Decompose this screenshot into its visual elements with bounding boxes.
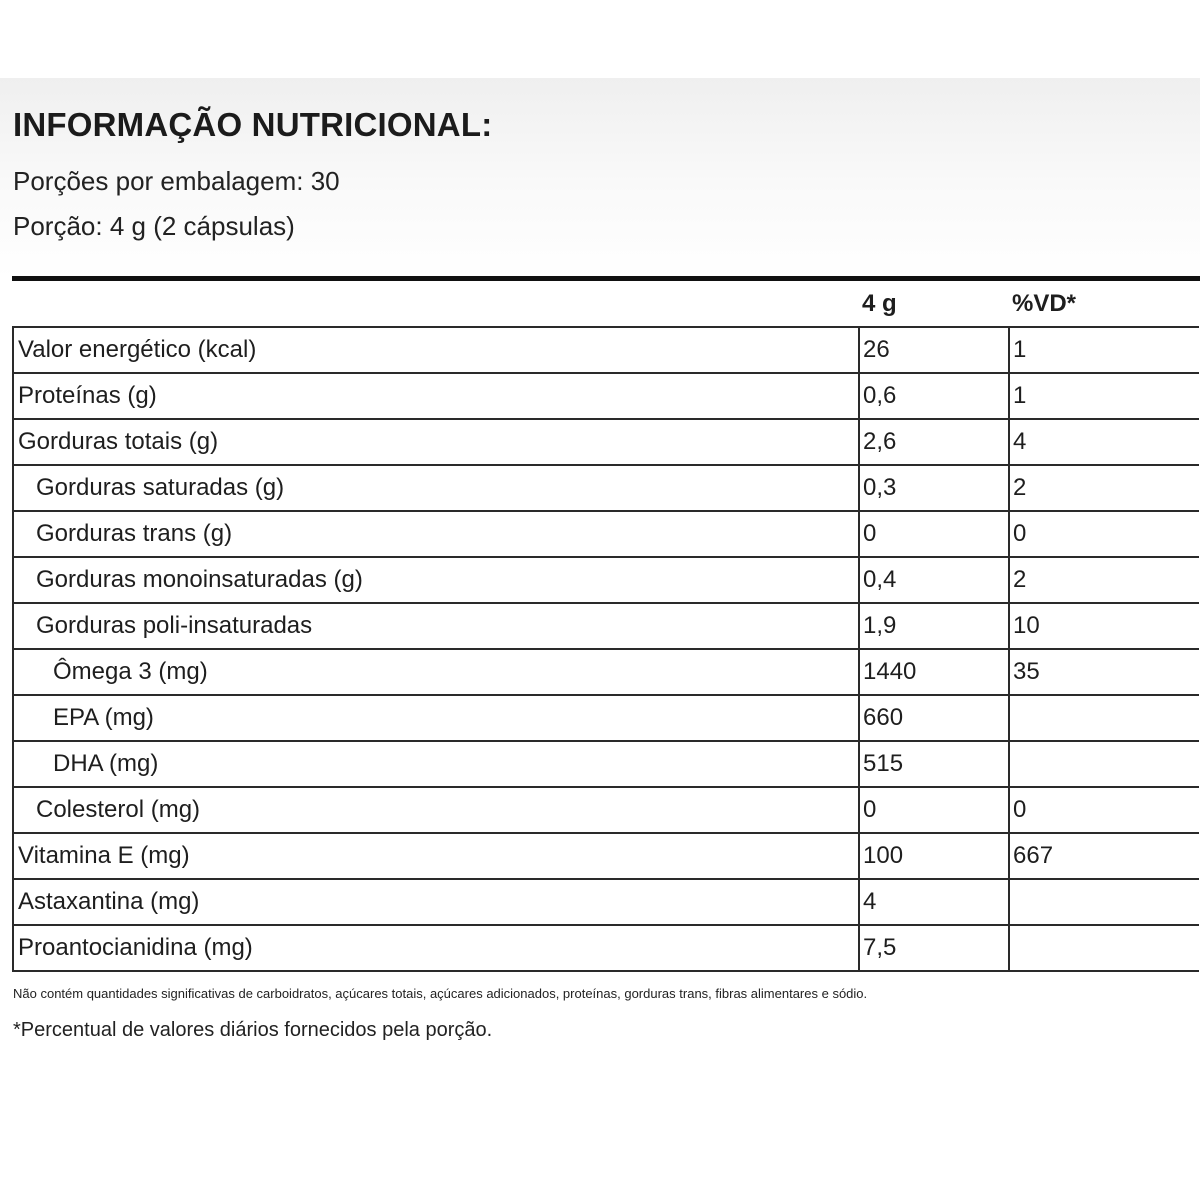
- nutrient-daily-value: [1009, 695, 1199, 741]
- table-row: [13, 879, 1199, 925]
- nutrient-daily-value: 2: [1009, 465, 1199, 511]
- nutrition-table: [12, 281, 1199, 972]
- nutrient-name: Valor energético (kcal): [13, 327, 859, 373]
- nutrient-name: EPA (mg): [13, 695, 859, 741]
- nutrient-quantity: 4: [859, 879, 1009, 925]
- table-row: [13, 649, 1199, 695]
- nutrient-name: Vitamina E (mg): [13, 833, 859, 879]
- table-row: [13, 557, 1199, 603]
- table-body: [13, 327, 1199, 971]
- nutrient-name: Gorduras poli-insaturadas: [13, 603, 859, 649]
- daily-value-note: *Percentual de valores diários fornecidos pela porção.: [13, 1019, 493, 1041]
- nutrient-name: Proteínas (g): [13, 373, 859, 419]
- nutrient-quantity: 2,6: [859, 419, 1009, 465]
- nutrient-name: Proantocianidina (mg): [13, 925, 859, 971]
- nutrient-name: Colesterol (mg): [13, 787, 859, 833]
- nutrient-daily-value: [1009, 879, 1199, 925]
- nutrient-daily-value: 10: [1009, 603, 1199, 649]
- table-row: [13, 603, 1199, 649]
- nutrient-daily-value: 0: [1009, 511, 1199, 557]
- table-row: [13, 419, 1199, 465]
- nutrient-daily-value: 35: [1009, 649, 1199, 695]
- nutrient-quantity: 100: [859, 833, 1009, 879]
- table-row: [13, 511, 1199, 557]
- nutrient-name: Gorduras saturadas (g): [13, 465, 859, 511]
- nutrient-quantity: 0: [859, 787, 1009, 833]
- table-row: [13, 695, 1199, 741]
- nutrient-quantity: 515: [859, 741, 1009, 787]
- nutrient-daily-value: 0: [1009, 787, 1199, 833]
- table-row: [13, 741, 1199, 787]
- nutrient-daily-value: 2: [1009, 557, 1199, 603]
- nutrient-daily-value: 1: [1009, 373, 1199, 419]
- table-row: [13, 327, 1199, 373]
- nutrient-name: Gorduras totais (g): [13, 419, 859, 465]
- nutrient-quantity: 660: [859, 695, 1009, 741]
- nutrient-name: DHA (mg): [13, 741, 859, 787]
- table-row: [13, 925, 1199, 971]
- header-daily-value: %VD*: [1009, 281, 1199, 327]
- table-header-row: [13, 281, 1199, 327]
- nutrient-name: Gorduras monoinsaturadas (g): [13, 557, 859, 603]
- serving-size: Porção: 4 g (2 cápsulas): [13, 211, 295, 241]
- nutrient-daily-value: 1: [1009, 327, 1199, 373]
- label-title: INFORMAÇÃO NUTRICIONAL:: [13, 106, 493, 143]
- nutrient-name: Ômega 3 (mg): [13, 649, 859, 695]
- nutrient-daily-value: 667: [1009, 833, 1199, 879]
- nutrient-quantity: 0,3: [859, 465, 1009, 511]
- nutrient-quantity: 7,5: [859, 925, 1009, 971]
- nutrient-quantity: 0,4: [859, 557, 1009, 603]
- header-nutrient: [13, 281, 859, 327]
- header-quantity: 4 g: [859, 281, 1009, 327]
- not-significant-note: Não contém quantidades significativas de carboidratos, açúcares totais, açúcares adicionados, proteínas, gorduras trans, fibras alimentares e sódio.: [13, 986, 868, 1001]
- nutrient-quantity: 1440: [859, 649, 1009, 695]
- table-row: [13, 465, 1199, 511]
- table-row: [13, 373, 1199, 419]
- nutrient-name: Astaxantina (mg): [13, 879, 859, 925]
- table-row: [13, 787, 1199, 833]
- nutrient-quantity: 26: [859, 327, 1009, 373]
- nutrient-quantity: 1,9: [859, 603, 1009, 649]
- nutrient-daily-value: [1009, 925, 1199, 971]
- nutrient-name: Gorduras trans (g): [13, 511, 859, 557]
- servings-per-package: Porções por embalagem: 30: [13, 166, 340, 196]
- nutrient-quantity: 0: [859, 511, 1009, 557]
- nutrient-daily-value: 4: [1009, 419, 1199, 465]
- nutrient-quantity: 0,6: [859, 373, 1009, 419]
- nutrient-daily-value: [1009, 741, 1199, 787]
- table-row: [13, 833, 1199, 879]
